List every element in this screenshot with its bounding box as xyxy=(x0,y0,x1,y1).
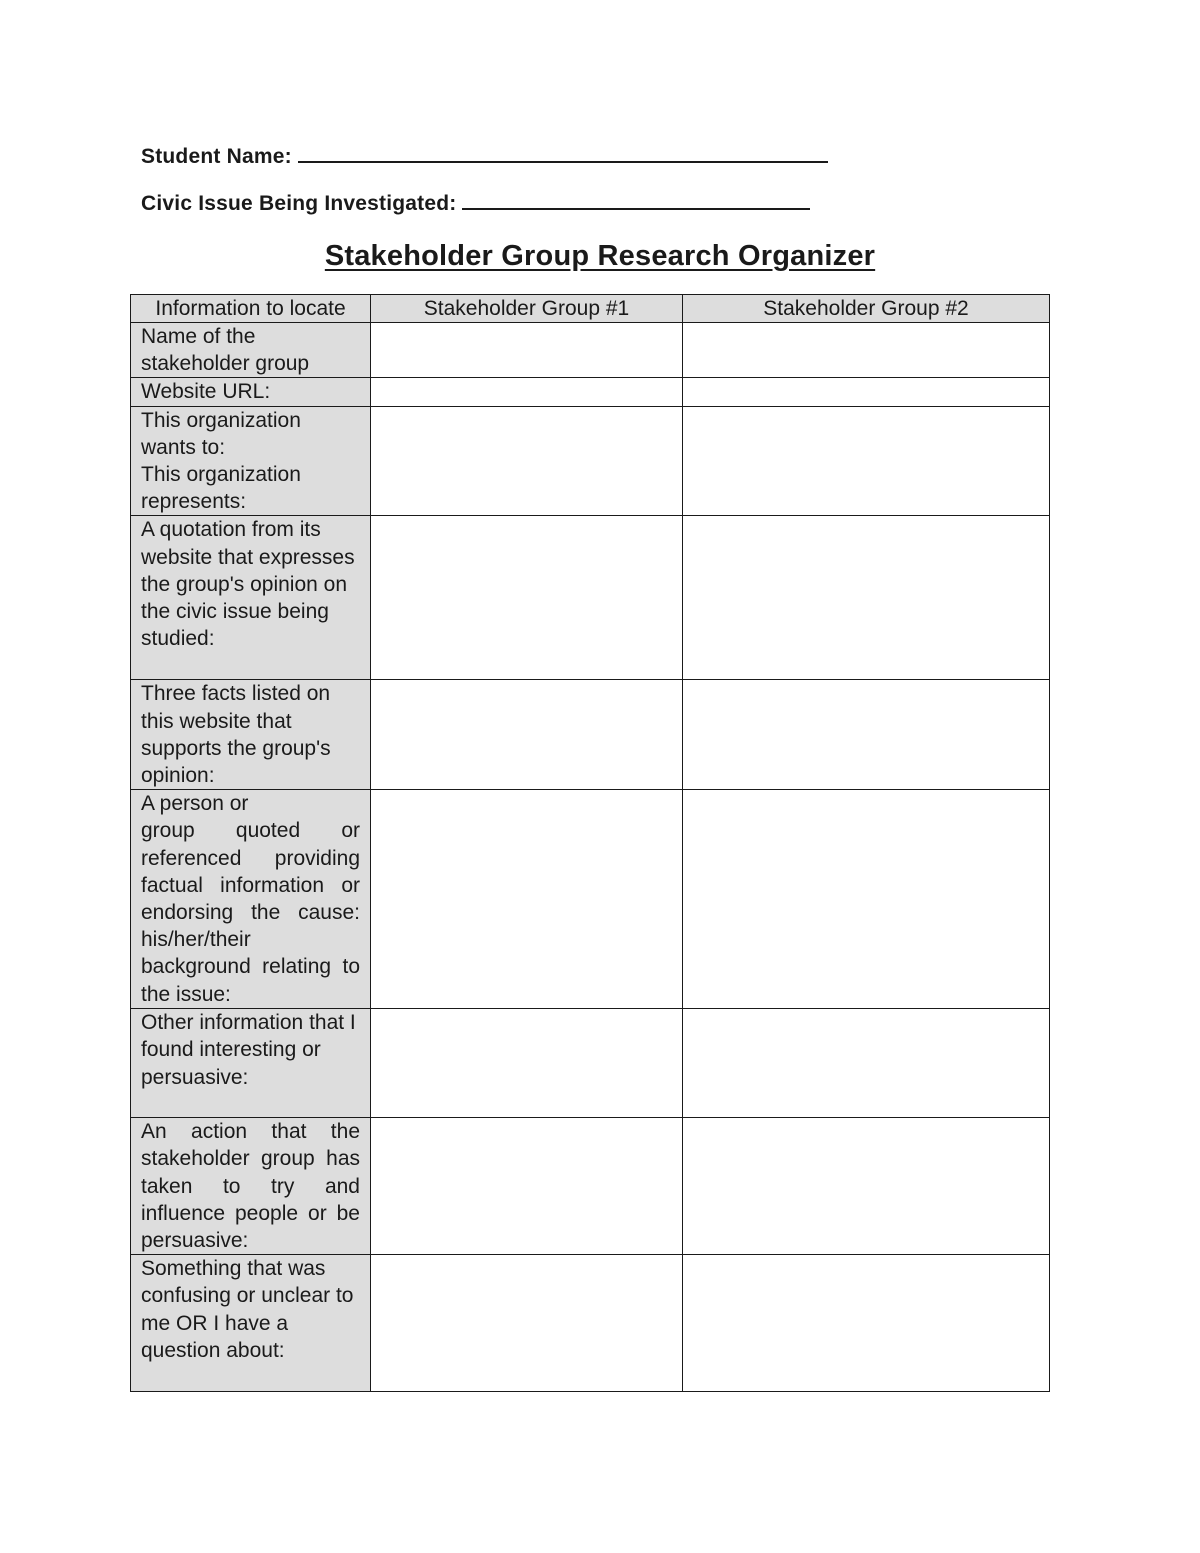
row-label-line: group quoted or referenced providing factual information or endorsing the cause: his/her/their background relating to the issue: xyxy=(141,819,360,1006)
table-header-row xyxy=(131,295,1050,323)
table-row xyxy=(131,1255,1050,1392)
table-row xyxy=(131,516,1050,680)
row-label: Website URL: xyxy=(131,378,371,406)
group-1-cell[interactable] xyxy=(371,516,683,680)
civic-issue-blank[interactable] xyxy=(462,190,810,210)
civic-issue-label: Civic Issue Being Investigated: xyxy=(141,192,457,215)
row-label: A quotation from its website that expresses the group's opinion on the civic issue being studied: xyxy=(131,516,371,680)
row-label xyxy=(131,790,371,1009)
header-information: Information to locate xyxy=(131,295,371,323)
student-name-blank[interactable] xyxy=(298,143,828,163)
group-1-cell[interactable] xyxy=(371,680,683,790)
row-label-line: This organization represents: xyxy=(141,463,301,514)
group-2-cell[interactable] xyxy=(683,790,1050,1009)
group-1-cell[interactable] xyxy=(371,1255,683,1392)
row-label: Other information that I found interesting or persuasive: xyxy=(131,1009,371,1118)
student-name-label: Student Name: xyxy=(141,145,292,168)
table-row xyxy=(131,790,1050,1009)
group-2-cell[interactable] xyxy=(683,1118,1050,1255)
group-2-cell[interactable] xyxy=(683,406,1050,516)
row-label: An action that the stakeholder group has taken to try and influence people or be persuasive: xyxy=(131,1118,371,1255)
row-label: Three facts listed on this website that supports the group's opinion: xyxy=(131,680,371,790)
student-name-field xyxy=(141,143,828,170)
group-2-cell[interactable] xyxy=(683,516,1050,680)
header-group-1: Stakeholder Group #1 xyxy=(371,295,683,323)
group-1-cell[interactable] xyxy=(371,1118,683,1255)
civic-issue-field xyxy=(141,190,810,217)
row-label-line: A person or xyxy=(141,792,249,816)
research-organizer-table xyxy=(130,294,1050,1392)
header-group-2: Stakeholder Group #2 xyxy=(683,295,1050,323)
group-1-cell[interactable] xyxy=(371,406,683,516)
row-label-line: This organization wants to: xyxy=(141,408,301,459)
page-title: Stakeholder Group Research Organizer xyxy=(324,240,876,272)
table-row xyxy=(131,406,1050,516)
row-label: Something that was confusing or unclear to me OR I have a question about: xyxy=(131,1255,371,1392)
group-1-cell[interactable] xyxy=(371,323,683,378)
group-2-cell[interactable] xyxy=(683,378,1050,406)
table-row xyxy=(131,323,1050,378)
group-2-cell[interactable] xyxy=(683,323,1050,378)
group-1-cell[interactable] xyxy=(371,378,683,406)
group-1-cell[interactable] xyxy=(371,790,683,1009)
group-2-cell[interactable] xyxy=(683,1009,1050,1118)
table-row xyxy=(131,680,1050,790)
row-label: Name of the stakeholder group xyxy=(131,323,371,378)
table-row xyxy=(131,1009,1050,1118)
group-2-cell[interactable] xyxy=(683,680,1050,790)
row-label xyxy=(131,406,371,516)
group-2-cell[interactable] xyxy=(683,1255,1050,1392)
table-row xyxy=(131,1118,1050,1255)
table-row xyxy=(131,378,1050,406)
group-1-cell[interactable] xyxy=(371,1009,683,1118)
